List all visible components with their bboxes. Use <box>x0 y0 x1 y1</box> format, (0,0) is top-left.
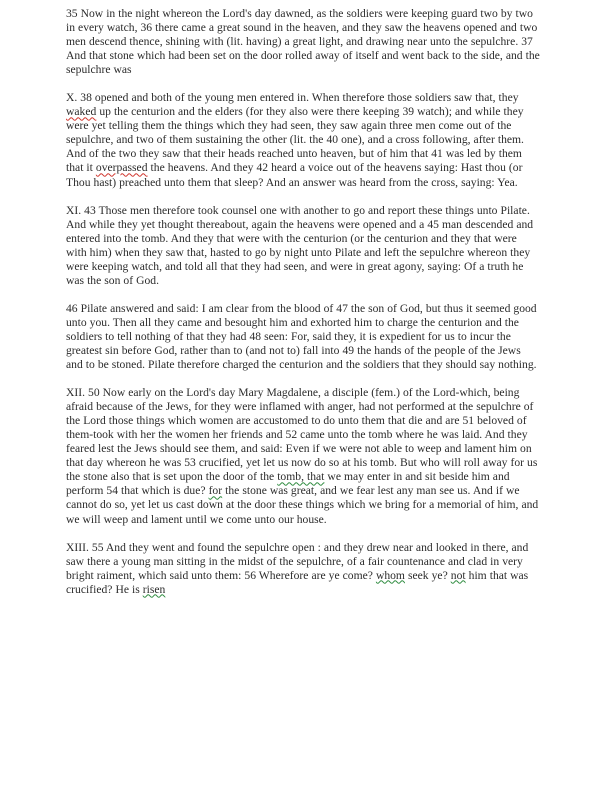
paragraph-chapter-10-verse-38 <box>66 91 540 189</box>
grammarcheck-word-not[interactable]: not <box>450 568 466 582</box>
spellcheck-word-waked[interactable]: waked <box>66 105 97 119</box>
paragraph-chapter-11-verse-43: XI. 43 Those men therefore took counsel one with another to go and report these things unto Pilate. And while they yet thought thereabout, again the heavens were opened and a 45 man descended and entered into the tomb. And they that were with the centurion (or the centurion and they that were with him) when they saw that, hasted to go by night unto Pilate and left the sepulchre whereon they were keeping watch, and told all that they had seen, and were in great agony, saying: Of a truth he was the son of God. <box>66 203 534 287</box>
paragraph-text-segment: XII. 50 Now early on the Lord's day Mary Magdalene, a disciple (fem.) of the Lord-which, being afraid because of the Jews, for they were inflamed with anger, had not performed at the sepulchre of the Lord those things which women are accustomed to do unto them that die and are 51 beloved of them-took with her the women her friends and 52 came unto the tomb where he was laid. And they feared lest the Jews should see them, and said: Even if we were not able to weep and lament him on that day whereon he was 53 crucified, yet let us now do so at his tomb. But who will roll away for us the stone also that is set upon the door of the <box>66 386 538 484</box>
paragraph-chapter-9-verse-35: 35 Now in the night whereon the Lord's day dawned, as the soldiers were keeping guard two by two in every watch, 36 there came a great sound in the heaven, and they saw the heavens opened and two men descend thence, shining with (lit. having) a great light, and drawing near unto the sepulchre. 37 And that stone which had been set on the door rolled away of itself and went back to the side, and the sepulchre was <box>66 7 540 77</box>
paragraph-text-segment: seek ye? <box>404 568 451 582</box>
paragraph-text-segment: the stone was great, and we fear lest any man see us. And if we cannot do so, yet let us cast down at the door these things which we bring for a memorial of him, and we will weep and lament until we come unto our house. <box>66 484 539 526</box>
paragraph-chapter-12-verse-50 <box>66 386 540 526</box>
paragraph-text-segment: the heavens. And they 42 heard a voice out of the heavens saying: Hast thou (or Thou hast) preached unto them that sleep? And an answer was heard from the cross, saying: Yea. <box>66 161 523 189</box>
paragraph-chapter-13-verse-55 <box>66 541 540 597</box>
paragraph-text-segment: X. 38 opened and both of the young men entered in. When therefore those soldiers saw that, they <box>66 91 519 105</box>
grammarcheck-word-risen[interactable]: risen <box>142 582 166 596</box>
paragraph-text-segment: him that was crucified? He is <box>66 568 529 596</box>
paragraph-text-segment: XIII. 55 And they went and found the sepulchre open : and they drew near and looked in there, and saw there a young man sitting in the midst of the sepulchre, of a fair countenance and clad in very bright raiment, which said unto them: 56 Wherefore are ye come? <box>66 540 529 582</box>
grammarcheck-word-for[interactable]: for <box>208 484 223 498</box>
paragraph-verse-46: 46 Pilate answered and said: I am clear from the blood of 47 the son of God, but thus it seemed good unto you. Then all they came and besought him and exhorted him to charge the centurion and the soldiers to tell nothing of that they had 48 seen: For, said they, it is expedient for us to incur the greatest sin before God, rather than to (and not to) fall into 49 the hands of the people of the Jews and to be stoned. Pilate therefore charged the centurion and the soldiers that they should say nothing. <box>66 301 537 372</box>
document-text-body <box>66 7 540 597</box>
paragraph-text-segment: we may enter in and sit beside him and perform 54 that which is due? <box>66 470 510 498</box>
paragraph-text-segment: up the centurion and the elders (for they also were there keeping 39 watch); and while they were yet telling them the things which they had seen, they saw again three men come out of the sepulchre, and two of them sustaining the other (lit. the 40 one), and a cross following, after them. And of the two they saw that their heads reached unto heaven, but of him that 41 was led by them that it <box>66 105 524 175</box>
grammarcheck-word-whom[interactable]: whom <box>375 568 405 582</box>
spellcheck-word-overpassed[interactable]: overpassed <box>95 161 148 175</box>
grammarcheck-phrase-tomb-that[interactable]: tomb, that <box>277 470 325 484</box>
